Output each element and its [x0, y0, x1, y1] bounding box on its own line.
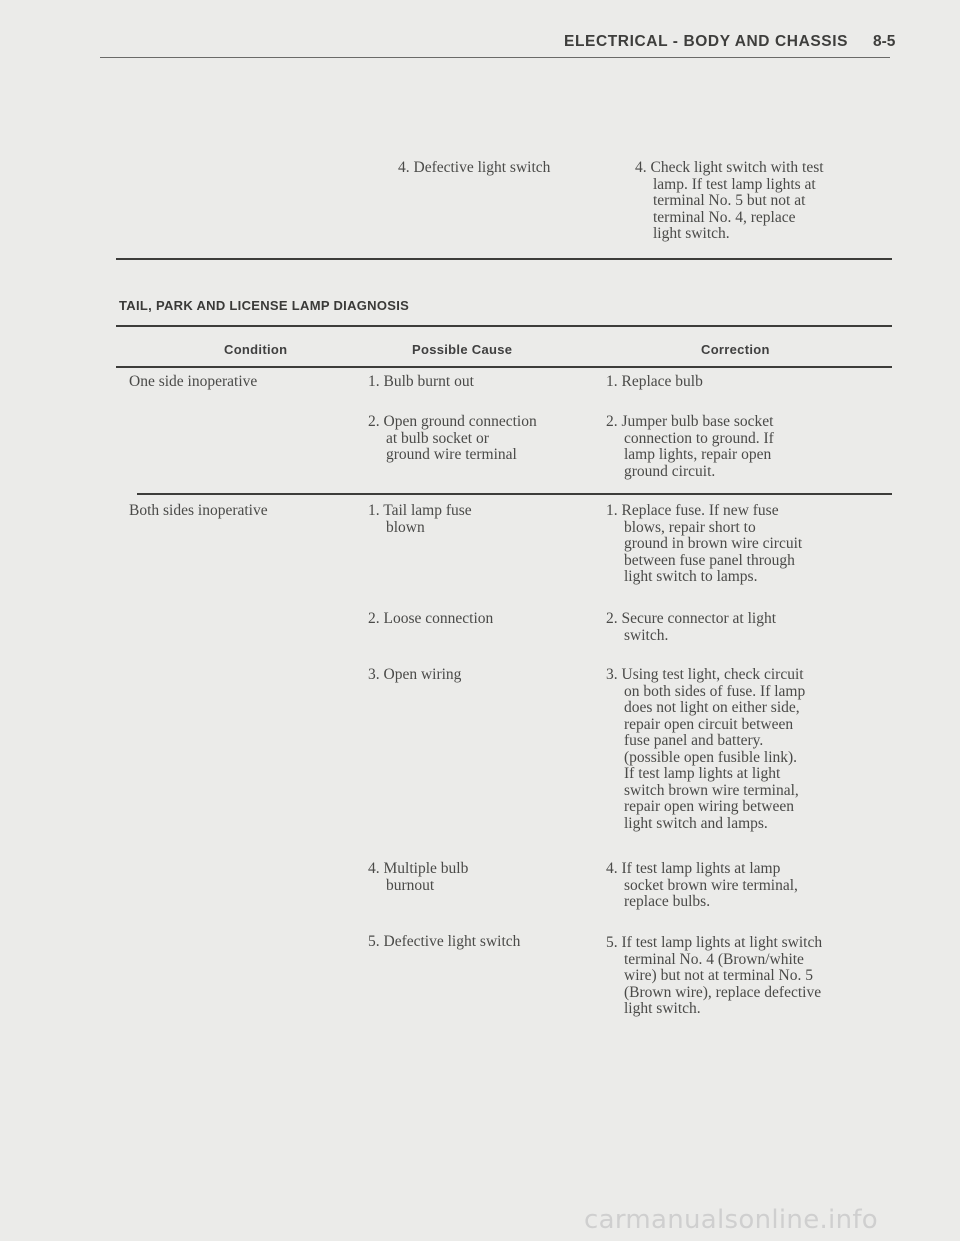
text-line: terminal No. 4 (Brown/white — [624, 950, 804, 968]
cause-cell — [368, 374, 474, 391]
text-line: 2. Jumper bulb base socket — [606, 413, 774, 430]
text-line: blows, repair short to — [624, 518, 756, 536]
text-line: repair open wiring between — [624, 798, 795, 815]
text-line: 5. Defective light switch — [368, 933, 521, 950]
cause-cell — [368, 611, 493, 628]
watermark-link[interactable]: carmanualsonline.info — [584, 1205, 879, 1235]
text-line: 5. If test lamp lights at light switch — [606, 934, 823, 951]
cause-cell — [368, 934, 520, 951]
column-header-correction: Correction — [701, 342, 770, 357]
text-line: 1. Replace bulb — [606, 373, 703, 390]
running-header-title: ELECTRICAL - BODY AND CHASSIS — [564, 33, 849, 50]
text-line: switch. — [624, 626, 669, 644]
text-line: does not light on either side, — [624, 699, 800, 716]
text-line: 3. Using test light, check circuit — [606, 666, 804, 683]
correction-cell — [606, 667, 805, 832]
text-line: 4. Defective light switch — [398, 159, 551, 176]
text-line: ground wire terminal — [386, 446, 517, 463]
text-line: light switch. — [624, 1000, 701, 1017]
text-line: repair open circuit between — [624, 715, 794, 733]
text-line: between fuse panel through — [624, 551, 795, 569]
text-line: light switch and lamps. — [624, 814, 768, 832]
top-table-bottom-rule — [116, 258, 892, 260]
text-line: 1. Replace fuse. If new fuse — [606, 502, 779, 519]
row-divider — [137, 493, 892, 495]
condition-cell — [129, 503, 268, 520]
section-title: TAIL, PARK AND LICENSE LAMP DIAGNOSIS — [119, 298, 410, 313]
text-line: terminal No. 5 but not at — [653, 192, 806, 209]
text-line: ground circuit. — [624, 462, 716, 480]
text-line: on both sides of fuse. If lamp — [624, 682, 806, 700]
text-line: connection to ground. If — [624, 429, 774, 447]
text-line: 4. If test lamp lights at lamp — [606, 860, 781, 877]
cause-cell — [368, 414, 537, 464]
text-line: switch brown wire terminal, — [624, 781, 799, 799]
text-line: light switch to lamps. — [624, 568, 758, 585]
text-line: at bulb socket or — [386, 429, 489, 447]
text-line: lamp. If test lamp lights at — [653, 175, 816, 193]
text-line: light switch. — [653, 225, 730, 242]
text-line: lamp lights, repair open — [624, 446, 772, 463]
text-line: (Brown wire), replace defective — [624, 983, 822, 1001]
text-line: 2. Open ground connection — [368, 413, 537, 430]
cause-cell — [368, 667, 461, 684]
correction-cell — [606, 503, 802, 586]
text-line: socket brown wire terminal, — [624, 876, 798, 894]
text-line: 2. Secure connector at light — [606, 610, 777, 627]
column-header-cause: Possible Cause — [412, 342, 513, 357]
text-line: 1. Tail lamp fuse — [368, 502, 472, 519]
text-line: If test lamp lights at light — [624, 765, 781, 782]
text-line: burnout — [386, 876, 435, 894]
text-line: 3. Open wiring — [368, 666, 462, 683]
text-line: fuse panel and battery. — [624, 732, 764, 749]
text-line: blown — [386, 518, 425, 536]
cause-cell — [368, 861, 468, 894]
text-line: 4. Multiple bulb — [368, 860, 469, 877]
top-row-cause — [398, 160, 550, 177]
text-line: 2. Loose connection — [368, 610, 494, 627]
text-line: 1. Bulb burnt out — [368, 373, 474, 390]
text-line: One side inoperative — [129, 373, 258, 390]
page-number: 8-5 — [873, 33, 896, 50]
column-header-condition: Condition — [224, 342, 288, 357]
correction-cell — [606, 611, 776, 644]
text-line: ground in brown wire circuit — [624, 535, 803, 552]
text-line: replace bulbs. — [624, 893, 711, 910]
correction-cell — [606, 861, 798, 911]
correction-cell — [606, 935, 822, 1018]
condition-cell — [129, 374, 257, 391]
correction-cell — [606, 414, 774, 480]
top-row-correction — [635, 160, 824, 243]
text-line: Both sides inoperative — [129, 502, 268, 519]
text-line: wire) but not at terminal No. 5 — [624, 967, 813, 984]
correction-cell — [606, 374, 703, 391]
text-line: (possible open fusible link). — [624, 748, 798, 766]
cause-cell — [368, 503, 472, 536]
text-line: 4. Check light switch with test — [635, 159, 824, 176]
table-top-rule — [116, 325, 892, 327]
header-bottom-rule — [116, 366, 892, 368]
header-rule — [100, 57, 890, 58]
text-line: terminal No. 4, replace — [653, 208, 796, 226]
